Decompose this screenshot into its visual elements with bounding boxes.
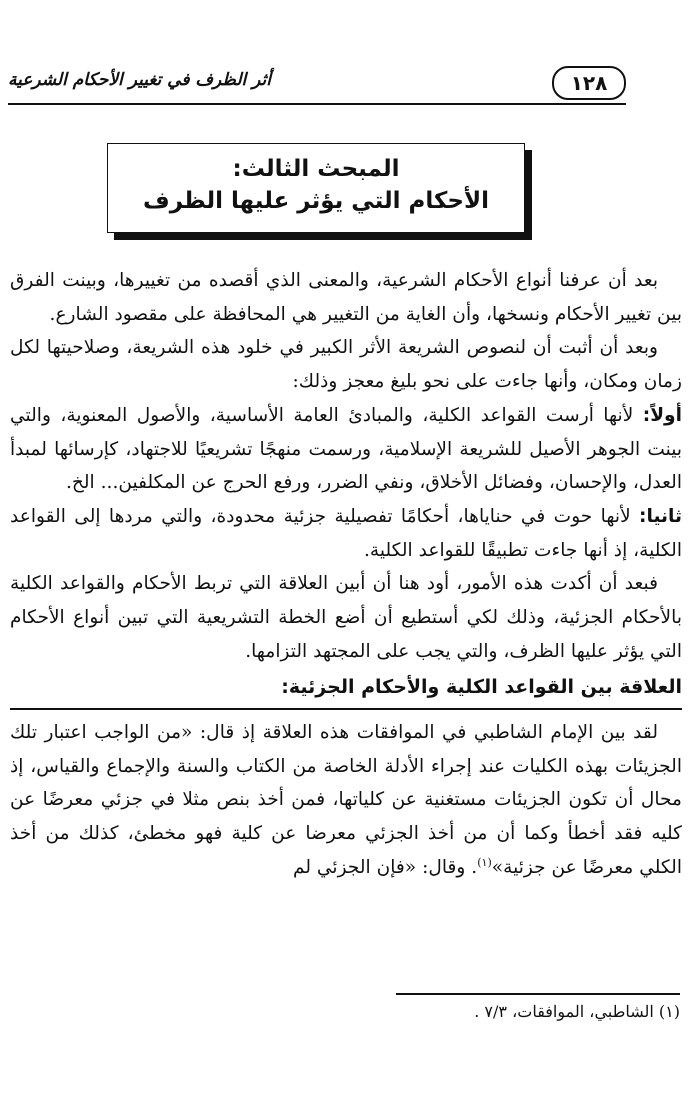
footnote-divider <box>396 993 680 995</box>
chapter-title-box <box>107 143 525 233</box>
point-two-label: ثانيا: <box>639 505 682 527</box>
page-number: ١٢٨ <box>552 66 626 100</box>
quote-tail: . وقال: «فإن الجزئي لم <box>292 856 478 878</box>
point-one-label: أولاً: <box>642 404 682 426</box>
quote-text: لقد بين الإمام الشاطبي في الموافقات هذه العلاقة إذ قال: «من الواجب اعتبار تلك الجزيئات بهذه الكليات عند إجراء الأدلة الخاصة من الكتاب والسنة والإجماع والقياس، إذ محال أن تكون الجزيئات مستغنية عن كلياتها، فمن أخذ بنص مثلا في جزئي معرضًا عن كليه فقد أخطأ وكما أن من أخذ الجزئي معرضا عن كلية فهو مخطئ، كذلك من أخذ الكلي معرضًا عن جزئية» <box>10 721 682 878</box>
footnote: (١) الشاطبي، الموافقات، ٧/٣ . <box>474 1002 680 1021</box>
section-heading: العلاقة بين القواعد الكلية والأحكام الجزئية: <box>281 676 682 699</box>
heading-divider <box>10 708 682 710</box>
running-title: أثر الظرف في تغيير الأحكام الشرعية <box>8 70 272 90</box>
paragraph-1: بعد أن عرفنا أنواع الأحكام الشرعية، والمعنى الذي أقصده من تغييرها، وبينت الفرق بين تغيير الأحكام ونسخها، وأن الغاية من التغيير هي المحافظة على مقصود الشارع. <box>10 270 682 325</box>
point-two-text: لأنها حوت في حناياها، أحكامًا تفصيلية جزئية محدودة، والتي مردها إلى القواعد الكلية، إذ أنها جاءت تطبيقًا للقواعد الكلية. <box>10 505 682 561</box>
paragraph-5: فبعد أن أكدت هذه الأمور، أود هنا أن أبين العلاقة التي تربط الأحكام والقواعد الكلية بالأحكام الجزئية، وذلك لكي أستطيع أن أضع الخطة التشريعية التي تبين أنواع الأحكام التي يؤثر عليها الظرف، والتي يجب على المجتهد التزامها. <box>10 573 682 662</box>
paragraph-3 <box>10 399 682 500</box>
header-divider <box>8 103 626 105</box>
page-header <box>0 58 698 108</box>
paragraph-6 <box>10 716 682 885</box>
paragraph-4 <box>10 500 682 567</box>
footnote-ref[interactable]: (١) <box>477 855 492 869</box>
chapter-subtitle: الأحكام التي يؤثر عليها الظرف <box>143 188 489 214</box>
chapter-heading: المبحث الثالث: <box>232 156 400 182</box>
point-one-text: لأنها أرست القواعد الكلية، والمبادئ العامة الأساسية، والأصول المعنوية، والتي بينت الجوهر الأصيل للشريعة الإسلامية، ورسمت منهجًا تشريعيًا للاجتهاد، كإرسائها لمبدأ العدل، والإحسان، وفضائل الأخلاق، ونفي الضرر، ورفع الحرج عن المكلفين... الخ. <box>10 404 682 494</box>
paragraph-2: وبعد أن أثبت أن لنصوص الشريعة الأثر الكبير في خلود هذه الشريعة، وصلاحيتها لكل زمان ومكان، وأنها جاءت على نحو بليغ معجز وذلك: <box>10 337 682 393</box>
body-text <box>10 264 682 884</box>
